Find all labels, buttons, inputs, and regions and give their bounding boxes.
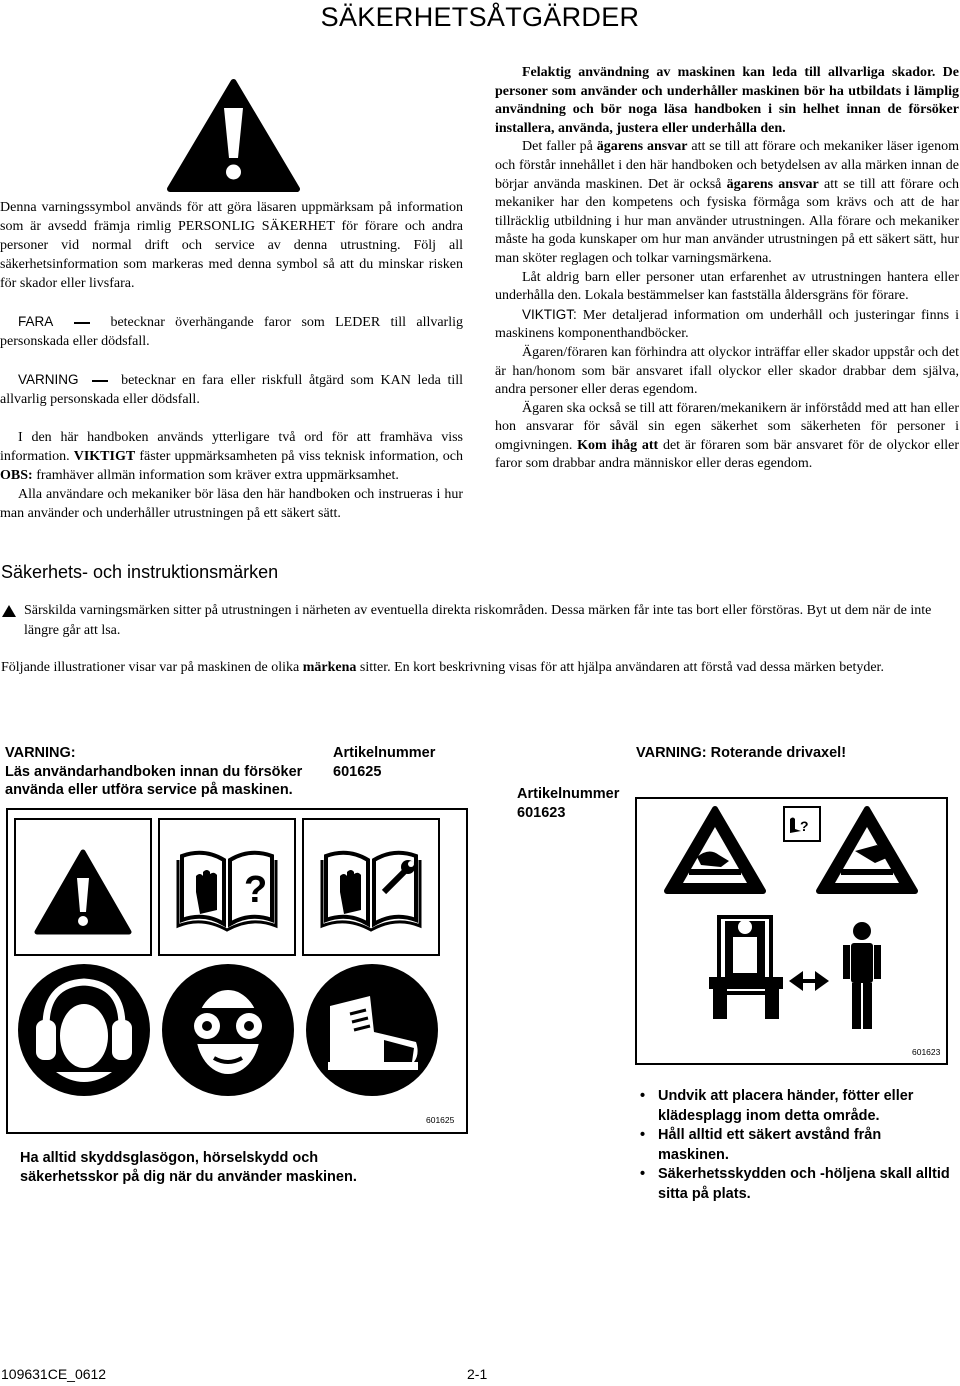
decal-601625	[6, 808, 468, 1134]
decal-cell-warning	[14, 818, 152, 956]
decal-left-caption	[20, 1149, 357, 1186]
left-column	[0, 198, 463, 523]
decal-left-article-label: Artikelnummer	[333, 745, 436, 761]
svg-text:?: ?	[800, 818, 809, 834]
read-manual-icon	[160, 820, 294, 954]
fara-text: betecknar överhängande faror som LEDER till allvarlig personskada eller dödsfall.	[0, 315, 463, 349]
remember-bold: Kom ihåg att	[577, 437, 659, 453]
decal-left-article-number: 601625	[333, 763, 382, 780]
bullet-item: • Håll alltid ett säkert avstånd från maskinen.	[640, 1126, 950, 1165]
decal-left-code: 601625	[426, 1115, 455, 1125]
viktigt-keyword-right: VIKTIGT:	[522, 306, 577, 322]
bullet-item: • Säkerhetsskydden och -höljena skall alltid sitta på plats.	[640, 1165, 950, 1204]
footer-doc-number: 109631CE_0612	[1, 1366, 107, 1382]
decal-left-warning-label	[5, 744, 302, 800]
warning-triangle-icon	[166, 78, 301, 193]
page-title: SÄKERHETSÅTGÄRDER	[320, 2, 640, 32]
service-manual-icon	[304, 820, 438, 954]
rotating-shaft-pictogram	[637, 799, 946, 1063]
intro-paragraph: Denna varningssymbol används för att göra läsaren uppmärksam på information som är avsedd främja rimlig PERSONLIG SÄKERHET för förare och andra personer vid normal drift och service av denna utrustning. Följ all säkerhetsinformation som markeras med denna symbol så att du minskar risken för skador eller livsfara.	[0, 200, 463, 291]
accident-paragraph: Ägaren/föraren kan förhindra att olyckor inträffar eller skador uppstår och det är han/honom som bär ansvaret ifall olyckor eller skador drabbar dem själva, andra personer eller deras egendom.	[495, 344, 959, 398]
fara-keyword: FARA	[18, 314, 54, 329]
decal-right-code: 601623	[912, 1047, 941, 1057]
viktigt-paragraph	[495, 306, 959, 344]
follow-text-bold: märkena	[302, 660, 357, 675]
follow-text-c: sitter. En kort beskrivning visas för att hjälpa användaren att förstå vad dessa märken betyder.	[359, 660, 884, 675]
decal-left-label-1: VARNING:	[5, 745, 76, 761]
ear-protection-icon	[16, 962, 152, 1098]
dash	[64, 315, 101, 330]
decal-right-bullets	[640, 1087, 950, 1204]
decal-cell-service	[302, 818, 440, 956]
decal-601623	[635, 797, 948, 1065]
all-users-paragraph: Alla användare och mekaniker bör läsa den här handboken och instrueras i hur man använder och underhåller utrustningen på ett säkert sätt.	[0, 487, 463, 521]
varning-keyword: VARNING	[18, 372, 79, 387]
illustrations-text	[1, 658, 960, 678]
section-heading: Säkerhets- och instruktionsmärken	[1, 562, 279, 582]
p6-text-a: Ägaren ska också se till att föraren/mekanikern är införstådd med att han eller hon ansvarar för såväl sin egen säkerhet som säkerheten för personer i omgivningen.	[495, 400, 959, 453]
varning-text: betecknar en fara eller riskfull åtgärd som KAN leda till allvarlig personskada eller dödsfall.	[0, 373, 464, 407]
triangle-bullet-icon	[2, 605, 16, 617]
decal-right-article	[517, 785, 619, 822]
owner-responsibility-bold-2: ägarens ansvar	[726, 176, 819, 192]
decal-right-warning-label: VARNING: Roterande drivaxel!	[636, 745, 847, 761]
warning-triangle-small-icon	[16, 820, 150, 954]
decal-left-label-3: använda eller utföra service på maskinen.	[5, 782, 293, 798]
svg-text:?: ?	[244, 869, 268, 911]
p2-text-e: att se till att förare och mekaniker har den kompetens och fysiska förmåga som krävs och att de har tillräcklig utbildning i hur man använder utrustningen. Alla förare och mekaniker måste ha goda kunskaper om hur man använder utrustningen på ett säkert sätt, hur man sköter reglagen och tolkar varningsmärkena.	[495, 176, 960, 266]
fara-paragraph	[0, 312, 463, 351]
two-words-text-2: fäster uppmärksamheten på viss teknisk information, och	[139, 449, 464, 464]
decal-left-caption-1: Ha alltid skyddsglasögon, hörselskydd och	[20, 1150, 319, 1166]
decal-bullet-text: Särskilda varningsmärken sitter på utrustningen i närheten av eventuella direkta riskområden. Dessa märken får inte tas bort eller förstöras. Byt ut dem när de inte längre går att lsa.	[24, 603, 932, 638]
remember-paragraph	[495, 400, 959, 474]
owner-responsibility-bold-1: ägarens ansvar	[596, 139, 688, 155]
two-words-text-1: I den här handboken används ytterligare två ord för att framhäva viss information.	[0, 430, 463, 464]
obs-keyword: OBS:	[0, 468, 33, 483]
decal-right-article-label: Artikelnummer	[517, 786, 620, 802]
children-paragraph: Låt aldrig barn eller personer utan erfarenhet av utrustningen hantera eller underhålla den. Lokala bestämmelser kan fastställa åldersgräns för förare.	[495, 269, 959, 304]
varning-paragraph	[0, 370, 463, 409]
follow-text-a: Följande illustrationer visar var på maskinen de olika	[1, 660, 300, 675]
right-column	[495, 64, 959, 474]
decal-left-label-2: Läs användarhandboken innan du försöker	[5, 763, 303, 780]
p2-text-a: Det faller på	[522, 139, 593, 155]
owner-responsibility-paragraph	[495, 138, 959, 268]
decal-left-caption-2: säkerhetsskor på dig när du använder maskinen.	[20, 1168, 357, 1185]
decal-right-article-number: 601623	[517, 804, 566, 821]
bullet-item: • Undvik att placera händer, fötter eller klädesplagg inom detta område.	[640, 1087, 950, 1126]
p2-text-c: att se till att förare och mekaniker läser igenom och förstår innehållet i den här handboken och betydelsen av alla märken innan de börjar använda maskinen. Det är också	[495, 139, 960, 192]
two-words-text-3: framhäver allmän information som kräver extra uppmärksamhet.	[36, 468, 399, 483]
two-words-paragraph	[0, 428, 463, 485]
misuse-paragraph: Felaktig användning av maskinen kan leda till allvarliga skador. De personer som använder och underhåller maskinen bör ha utbildats i lämplig användning och bör noga läsa handboken i sin helhet innan de försöker installera, använda, justera eller underhålla den.	[495, 65, 959, 136]
decal-cell-manual	[158, 818, 296, 956]
p6-text-c: det är föraren som bär ansvaret för de olyckor eller faror som drabbar andra människor eller deras egendom.	[495, 437, 960, 472]
footer-page-number: 2-1	[467, 1366, 488, 1382]
viktigt-text: Mer detaljerad information om underhåll och justeringar finns i maskinens komponenthandböcker.	[495, 307, 960, 342]
viktigt-keyword: VIKTIGT	[73, 449, 136, 464]
safety-glasses-icon	[160, 962, 296, 1098]
dash	[85, 373, 114, 388]
safety-shoes-icon	[304, 962, 440, 1098]
decal-left-article	[333, 744, 435, 781]
